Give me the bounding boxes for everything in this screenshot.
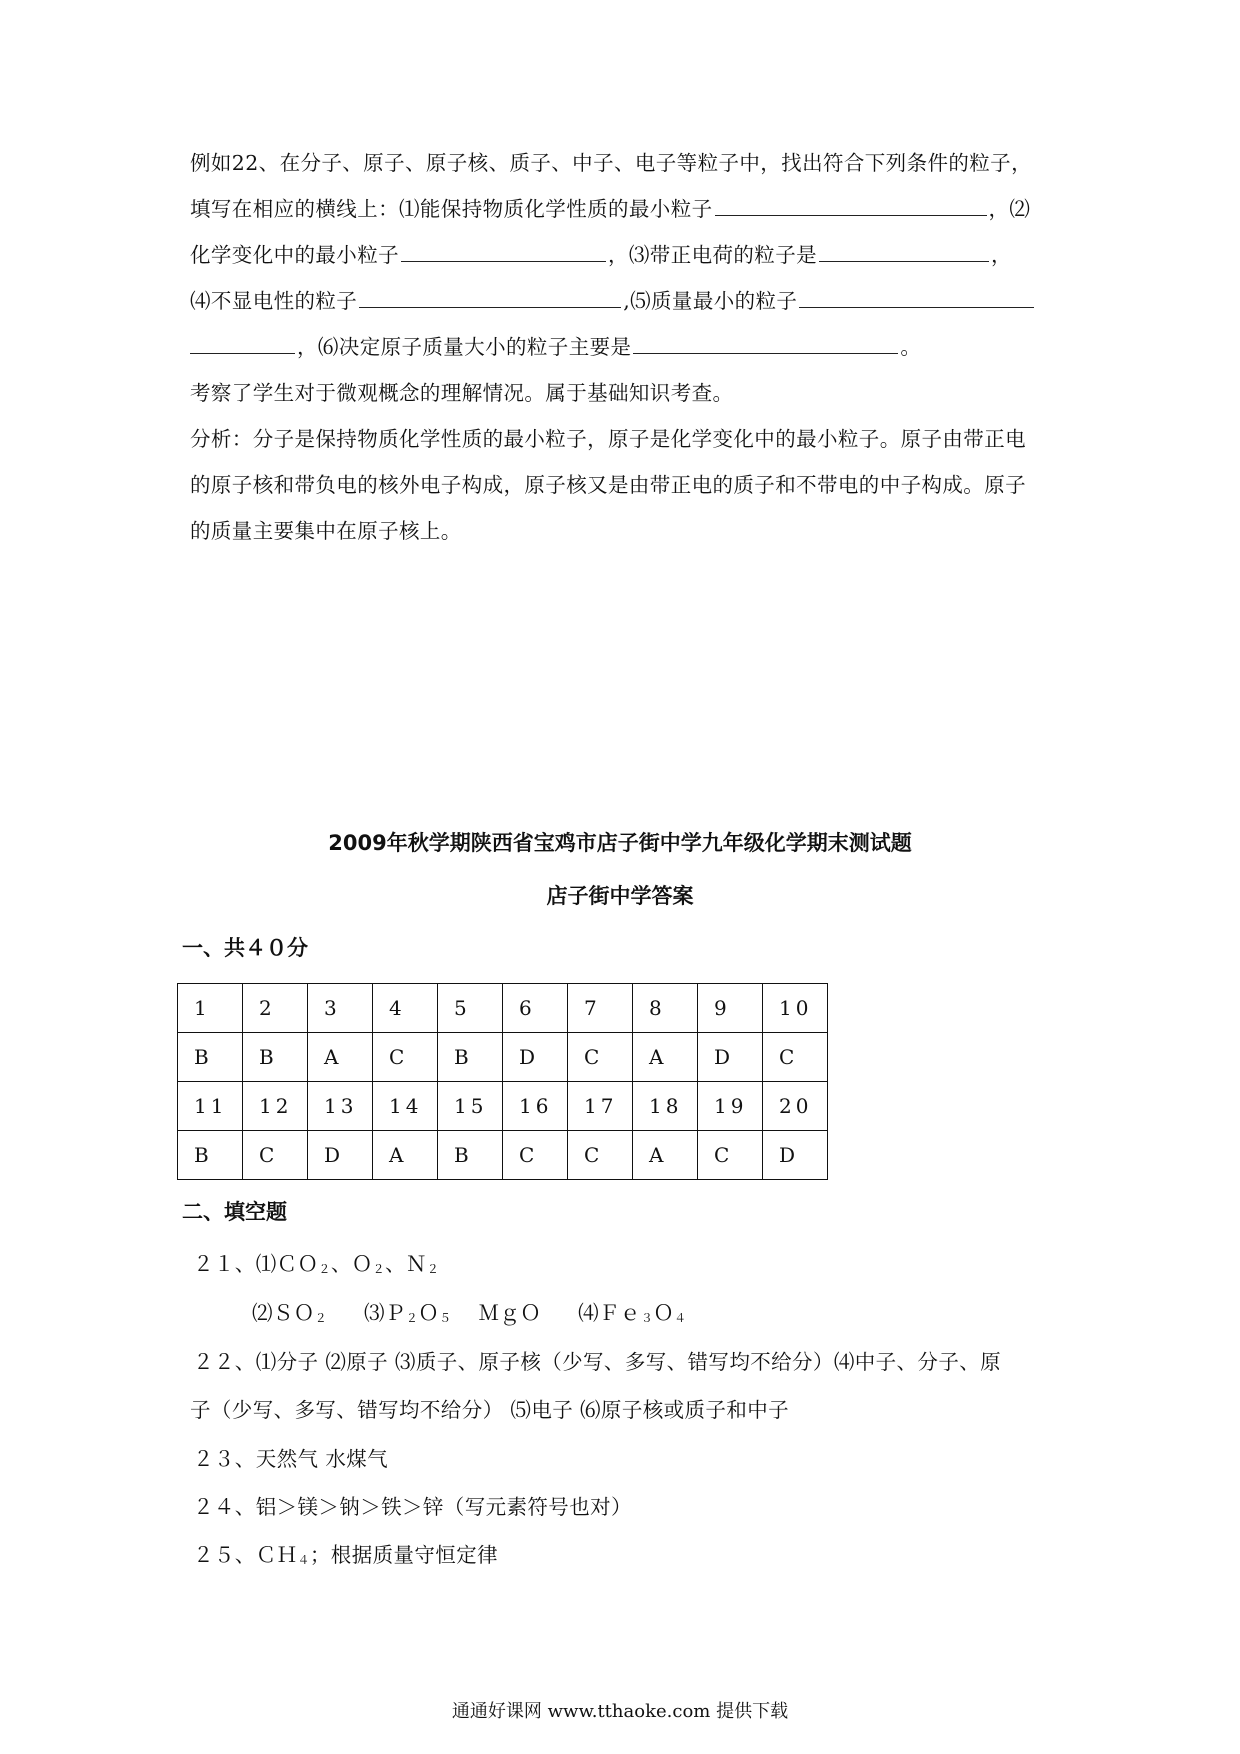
answer-table-cell: 17 <box>568 1082 633 1131</box>
answer-table-cell: D <box>763 1131 828 1180</box>
answer-blank-6 <box>633 331 898 354</box>
example-note: 考察了学生对于微观概念的理解情况。属于基础知识考查。 <box>190 381 734 405</box>
q21-answer-3-oxygen: Ｏ <box>418 1301 440 1325</box>
example-line-4-mid: ,⑸质量最小的粒子 <box>623 289 798 313</box>
answer-table-cell: 4 <box>373 984 438 1033</box>
analysis-line-3: 的质量主要集中在原子核上。 <box>190 519 462 543</box>
answer-table-cell: C <box>568 1131 633 1180</box>
answer-table-cell: C <box>243 1131 308 1180</box>
q21-answer-c-subscript: ２ <box>426 1262 440 1276</box>
example-line-4 <box>190 284 1036 314</box>
answer-table-cell: 7 <box>568 984 633 1033</box>
q21-answer-2: ⑵ＳＯ <box>252 1301 315 1325</box>
answer-table-cell: 10 <box>763 984 828 1033</box>
answer-table-cell: B <box>438 1131 503 1180</box>
answer-table-cell: C <box>373 1033 438 1082</box>
answer-table-cell: 14 <box>373 1082 438 1131</box>
answer-table-cell: 11 <box>178 1082 243 1131</box>
q21-answer-4: ⑷Ｆｅ <box>578 1301 641 1325</box>
q25-line <box>193 1538 498 1568</box>
q21-number: ２１、 <box>193 1252 256 1276</box>
answer-table <box>177 983 828 1180</box>
q21-answer-4-oxygen: Ｏ <box>653 1301 675 1325</box>
q21-answer-3-subscript-1: ２ <box>405 1311 419 1325</box>
answer-blank-5 <box>799 285 1034 308</box>
q22-line-1: ２２、⑴分子 ⑵原子 ⑶质子、原子核（少写、多写、错写均不给分）⑷中子、分子、原 <box>193 1350 1002 1374</box>
answer-blank-5-cont <box>190 331 295 354</box>
answer-table-cell: 16 <box>503 1082 568 1131</box>
answer-subtitle: 店子街中学答案 <box>546 884 694 908</box>
example-line-2-text: 填写在相应的横线上：⑴能保持物质化学性质的最小粒子 <box>190 197 713 221</box>
analysis-line-1: 分析：分子是保持物质化学性质的最小粒子，原子是化学变化中的最小粒子。原子由带正电 <box>190 427 1026 451</box>
q21-answer-b: 、Ｏ <box>330 1252 373 1276</box>
example-line-3-end: ， <box>991 243 1012 267</box>
example-line-5-mid: ，⑹决定原子质量大小的粒子主要是 <box>297 335 632 359</box>
answer-table-cell: B <box>243 1033 308 1082</box>
answer-table-row <box>178 1082 828 1131</box>
q21-answer-mgo: ＭｇＯ <box>478 1301 542 1325</box>
answer-table-cell: A <box>633 1033 698 1082</box>
q24-line: ２４、铝＞镁＞钠＞铁＞锌（写元素符号也对） <box>193 1495 632 1519</box>
answer-table-row <box>178 1033 828 1082</box>
example-line-3-mid: ，⑶带正电荷的粒子是 <box>608 243 817 267</box>
example-line-4-text: ⑷不显电性的粒子 <box>190 289 358 313</box>
q21-answer-a: ⑴ＣＯ <box>255 1252 319 1276</box>
q21-answer-a-subscript: ２ <box>318 1262 331 1276</box>
q25-answer-subscript: ４ <box>297 1553 310 1567</box>
footer-download-note: 通通好课网 www.tthaoke.com 提供下载 <box>451 1701 789 1722</box>
answer-table-cell: D <box>308 1131 373 1180</box>
answer-table-cell: C <box>698 1131 763 1180</box>
answer-blank-1 <box>715 193 987 216</box>
example-line-5-end: 。 <box>900 335 922 359</box>
answer-table-cell: 6 <box>503 984 568 1033</box>
example-line-5 <box>190 330 921 360</box>
answer-table-cell: 9 <box>698 984 763 1033</box>
answer-table-cell: A <box>633 1131 698 1180</box>
answer-table-cell: 8 <box>633 984 698 1033</box>
example-line-2-end: ，⑵ <box>988 197 1031 221</box>
q22-line-2: 子（少写、多写、错写均不给分） ⑸电子 ⑹原子核或质子和中子 <box>190 1398 790 1422</box>
answer-table-cell: A <box>373 1131 438 1180</box>
answer-blank-3 <box>819 239 989 262</box>
answer-table-cell: 12 <box>243 1082 308 1131</box>
q25-answer-formula: ２５、ＣＨ <box>193 1543 298 1567</box>
q23-line: ２３、天然气 水煤气 <box>193 1447 389 1471</box>
answer-table-cell: 18 <box>633 1082 698 1131</box>
answer-table-row <box>178 984 828 1033</box>
example-line-3-text: 化学变化中的最小粒子 <box>190 243 399 267</box>
analysis-line-2: 的原子核和带负电的核外电子构成，原子核又是由带正电的质子和不带电的中子构成。原子 <box>190 473 1026 497</box>
example-line-1: 例如22、在分子、原子、原子核、质子、中子、电子等粒子中，找出符合下列条件的粒子， <box>190 151 1032 175</box>
example-line-2 <box>190 192 1030 222</box>
q21-answer-b-subscript: ２ <box>372 1262 386 1276</box>
answer-table-cell: D <box>503 1033 568 1082</box>
answer-table-cell: C <box>568 1033 633 1082</box>
answer-blank-2 <box>401 239 606 262</box>
answer-blank-4 <box>359 285 621 308</box>
answer-table-cell: B <box>178 1131 243 1180</box>
q21-answer-3-subscript-2: ５ <box>439 1311 452 1325</box>
answer-table-cell: 15 <box>438 1082 503 1131</box>
answer-table-cell: 19 <box>698 1082 763 1131</box>
q21-answer-4-subscript-1: ３ <box>640 1311 654 1325</box>
answer-table-cell: B <box>438 1033 503 1082</box>
answer-table-row <box>178 1131 828 1180</box>
section-1-heading: 一、共４０分 <box>182 936 308 960</box>
answer-table-cell: 5 <box>438 984 503 1033</box>
answer-table-cell: A <box>308 1033 373 1082</box>
q21-answer-3: ⑶Ｐ <box>364 1301 406 1325</box>
answer-table-cell: C <box>503 1131 568 1180</box>
q21-line-1 <box>193 1247 439 1277</box>
answer-table-cell: 2 <box>243 984 308 1033</box>
answer-table-cell: 20 <box>763 1082 828 1131</box>
answer-table-cell: B <box>178 1033 243 1082</box>
answer-table-cell: D <box>698 1033 763 1082</box>
answer-table-cell: 1 <box>178 984 243 1033</box>
section-2-heading: 二、填空题 <box>182 1200 287 1224</box>
example-line-3 <box>190 238 1012 268</box>
q21-answer-2-subscript: ２ <box>314 1311 328 1325</box>
q21-answer-4-subscript-2: ４ <box>674 1311 687 1325</box>
q25-answer-reason: ；根据质量守恒定律 <box>309 1543 499 1567</box>
answer-table-cell: C <box>763 1033 828 1082</box>
q21-line-2 <box>252 1296 687 1326</box>
answer-table-cell: 3 <box>308 984 373 1033</box>
answer-table-cell: 13 <box>308 1082 373 1131</box>
answer-title: 2009年秋学期陕西省宝鸡市店子街中学九年级化学期末测试题 <box>328 831 912 855</box>
q21-answer-c: 、Ｎ <box>385 1252 427 1276</box>
